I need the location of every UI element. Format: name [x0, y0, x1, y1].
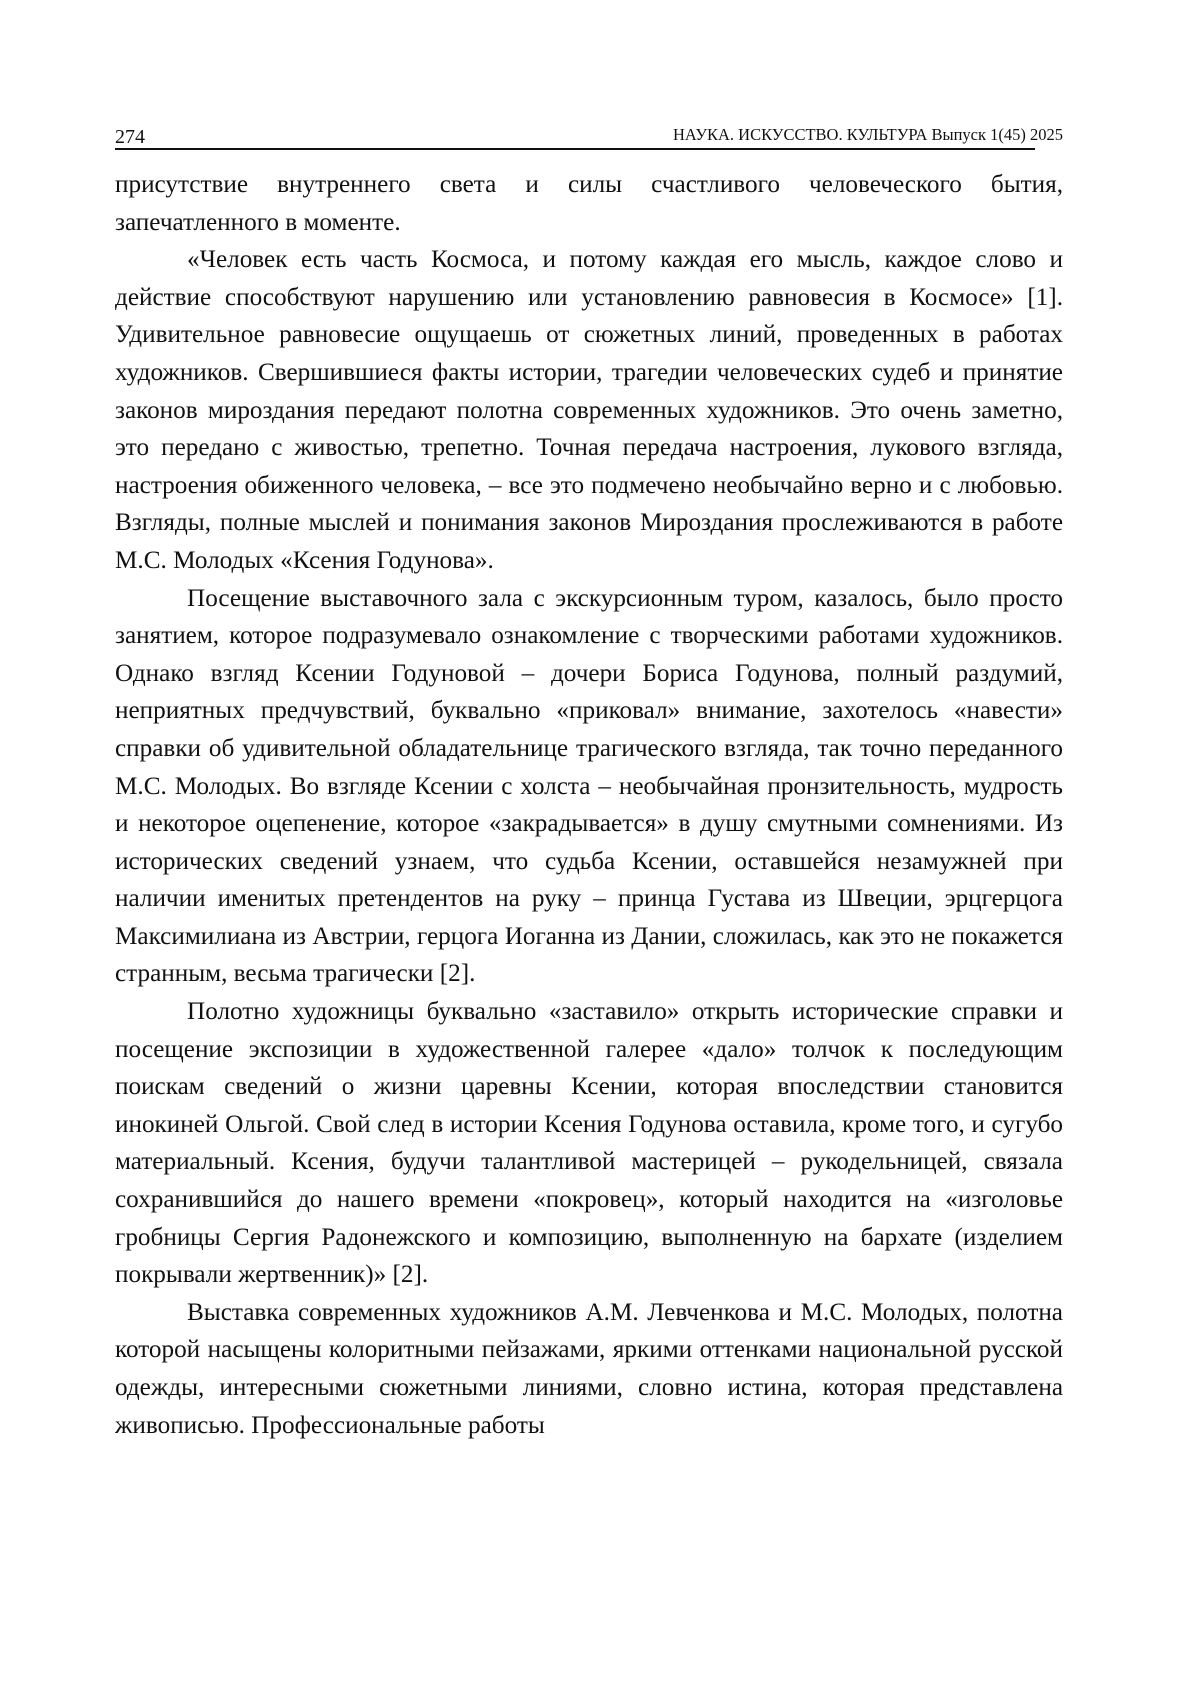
running-title: НАУКА. ИСКУССТВО. КУЛЬТУРА Выпуск 1(45) 2025: [672, 125, 1063, 144]
paragraph-exhibition-artists: Выставка современных художников А.М. Левченкова и М.С. Молодых, полотна которой насыщены колоритными пейзажами, яркими оттенками национальной русской одежды, интересными сюжетными линиями, словно истина, которая представлена живописью. Профессиональные работы: [115, 1298, 1063, 1439]
paragraph-continuation: присутствие внутреннего света и силы счастливого человеческого бытия, запечатленного в моменте.: [115, 171, 1063, 236]
page-number: 274: [115, 126, 145, 148]
article-body: [115, 166, 1063, 1444]
header-divider: [115, 148, 1035, 150]
paragraph-exhibition-visit: Посещение выставочного зала с экскурсионным туром, казалось, было просто занятием, которое подразумевало ознакомление с творческими работами художников. Однако взгляд Ксении Годуновой – дочери Бориса Годунова, полный раздумий, неприятных предчувствий, буквально «приковал» внимание, захотелось «навести» справки об удивительной обладательнице трагического взгляда, так точно переданного М.С. Молодых. Во взгляде Ксении с холста – необычайная пронзительность, мудрость и некоторое оцепенение, которое «закрадывается» в душу смутными сомнениями. Из исторических сведений узнаем, что судьба Ксении, оставшейся незамужней при наличии именитых претендентов на руку – принца Густава из Швеции, эрцгерцога Максимилиана из Австрии, герцога Иоганна из Дании, сложилась, как это не покажется странным, весьма трагически [2].: [115, 584, 1063, 988]
paragraph-cosmos-quote: «Человек есть часть Космоса, и потому каждая его мысль, каждое слово и действие способствуют нарушению или установлению равновесия в Космосе» [1]. Удивительное равновесие ощущаешь от сюжетных линий, проведенных в работах художников. Свершившиеся факты истории, трагедии человеческих судеб и принятие законов мироздания передают полотна современных художников. Это очень заметно, это передано с живостью, трепетно. Точная передача настроения, лукового взгляда, настроения обиженного человека, – все это подмечено необычайно верно и с любовью. Взгляды, полные мыслей и понимания законов Мироздания прослеживаются в работе М.С. Молодых «Ксения Годунова».: [115, 246, 1063, 574]
paragraph-historical-references: Полотно художницы буквально «заставило» открыть исторические справки и посещение экспозиции в художественной галерее «дало» толчок к последующим поискам сведений о жизни царевны Ксении, которая впоследствии становится инокиней Ольгой. Свой след в истории Ксения Годунова оставила, кроме того, и сугубо материальный. Ксения, будучи талантливой мастерицей – рукодельницей, связала сохранившийся до нашего времени «покровец», который находится на «изголовье гробницы Сергия Радонежского и композицию, выполненную на бархате (изделием покрывали жертвенник)» [2].: [115, 998, 1063, 1289]
page-header: [115, 120, 1063, 150]
